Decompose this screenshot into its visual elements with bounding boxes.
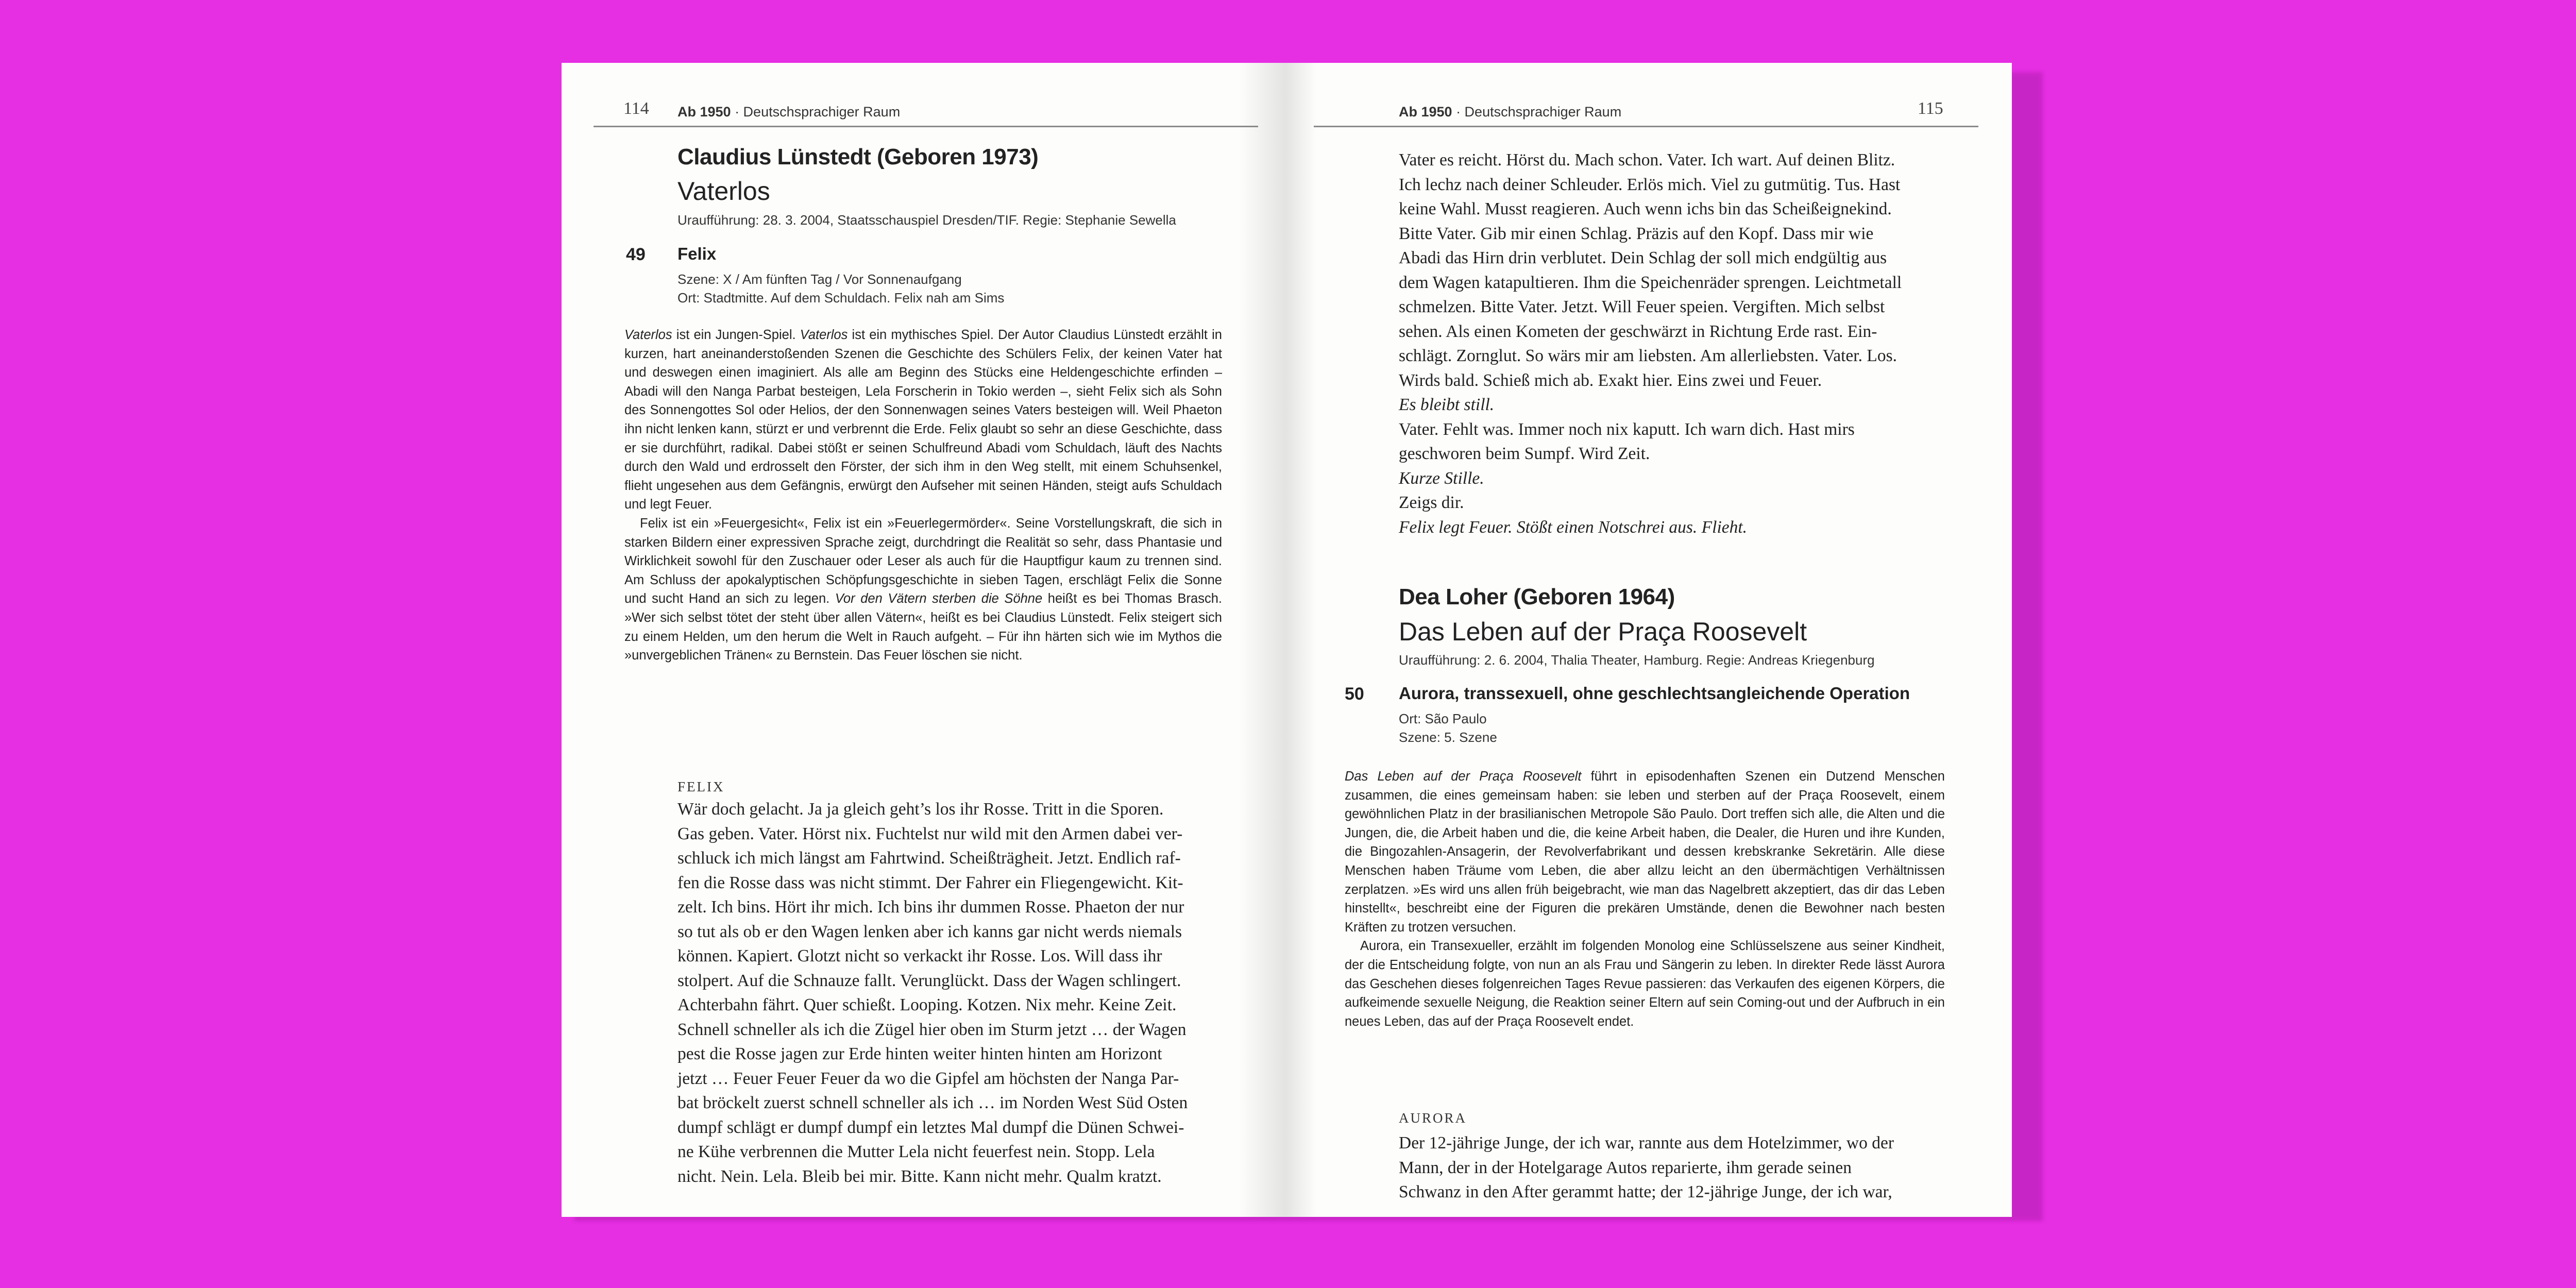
verse-line: Ich lechz nach deiner Schleuder. Erlös mich. Viel zu gutmütig. Tus. Hast [1399, 175, 1901, 194]
verse-line: jetzt … Feuer Feuer Feuer da wo die Gipfel am höchsten der Nanga Par- [677, 1069, 1179, 1088]
scene-meta-line: Ort: São Paulo [1399, 711, 1487, 726]
verse-line: keine Wahl. Musst reagieren. Auch wenn ichs bin das Scheißeignekind. [1399, 199, 1892, 218]
verse-line: ne Kühe verbrennen die Mutter Lela nicht feuerfest nein. Stopp. Lela [677, 1142, 1155, 1161]
premiere-info: Uraufführung: 2. 6. 2004, Thalia Theater, Hamburg. Regie: Andreas Kriegenburg [1399, 652, 1875, 668]
speaker-label: FELIX [677, 779, 725, 794]
verse-line: geschworen beim Sumpf. Wird Zeit. [1399, 444, 1650, 463]
verse-line: Vater es reicht. Hörst du. Mach schon. Vater. Ich wart. Auf deinen Blitz. [1399, 150, 1895, 170]
verse-line: Bitte Vater. Gib mir einen Schlag. Präzis auf den Kopf. Dass mir wie [1399, 224, 1874, 243]
author-heading: Dea Loher (Geboren 1964) [1399, 584, 1675, 609]
verse-line: schmelzen. Bitte Vater. Jetzt. Will Feuer speien. Vergiften. Mich selbst [1399, 297, 1885, 316]
running-head: Ab 1950 · Deutschsprachiger Raum [677, 104, 901, 120]
verse-line: dumpf schlägt er dumpf dumpf ein letztes Mal dumpf die Dünen Schwei- [677, 1117, 1184, 1137]
intro-text [1345, 767, 1945, 1031]
intro-paragraph: Das Leben auf der Praça Roosevelt führt in episodenhaften Szenen ein Dutzend Menschen zusammen, die eines gemeinsam haben: sie leben und sterben auf der Praça Roosevelt, einem gewöhnlichen Platz in der brasilianischen Metropole São Paulo. Dort treffen sich alle, die Alten und die Jungen, die, die Arbeit haben und die, die keine Arbeit haben, die Dealer, die Huren und ihre Kunden, die Bingozahlen-Ansagerin, der Revolverfabrikant und dessen krebskranke Sekretärin. Alle diese Menschen haben Träume vom Leben, die aber allzu leicht an den übermächtigen Verhältnissen zerplatzen. »Es wird uns allen früh beigebracht, wie man das Nagelbrett akzeptiert, das dir das Leben hinstellt«, beschreibt eine der Figuren die prekären Umstände, denen die Bewohner nach besten Kräften zu trotzen versuchen. [1345, 769, 1945, 935]
scene-title: Felix [677, 244, 717, 263]
running-head: Ab 1950 · Deutschsprachiger Raum [1399, 104, 1622, 120]
verse-line: stolpert. Auf die Schnauze fallt. Verunglückt. Dass der Wagen schlingert. [677, 971, 1181, 990]
verse-line: bat bröckelt zuerst schnell schneller als ich … im Norden West Süd Osten [677, 1093, 1188, 1112]
stage-direction: Es bleibt still. [1399, 395, 1495, 414]
verse-line: Zeigs dir. [1399, 493, 1464, 512]
verse-line: Schnell schneller als ich die Zügel hier oben im Sturm jetzt … der Wagen [677, 1020, 1187, 1039]
header-rule [594, 126, 1258, 127]
gutter-shadow [1239, 63, 1285, 1217]
verse-line: Abadi das Hirn drin verblutet. Dein Schlag der soll mich endgültig aus [1399, 248, 1887, 267]
verse-line: zelt. Ich bins. Hört ihr mich. Ich bins ihr dummen Rosse. Phaeton der nur [677, 897, 1184, 917]
speaker-label: AURORA [1399, 1110, 1467, 1126]
verse-line: nicht. Nein. Lela. Bleib bei mir. Bitte. Kann nicht mehr. Qualm kratzt. [677, 1166, 1162, 1186]
right-page [1285, 63, 2012, 1217]
verse-line: schluck ich mich längst am Fahrtwind. Scheißträgheit. Jetzt. Endlich raf- [677, 849, 1181, 868]
verse-line: so tut als ob er den Wagen lenken aber ich kanns gar nicht werds niemals [677, 922, 1182, 941]
monologue [1399, 1131, 1945, 1205]
verse-line: Gas geben. Vater. Hörst nix. Fuchtelst nur wild mit den Armen dabei ver- [677, 824, 1183, 843]
scene-meta-line: Szene: 5. Szene [1399, 730, 1497, 745]
scene-number: 50 [1345, 684, 1364, 704]
intro-text [624, 326, 1222, 665]
scene-meta-line: Ort: Stadtmitte. Auf dem Schuldach. Felix nah am Sims [677, 290, 1005, 306]
page-number: 114 [623, 99, 649, 118]
verse-line: schlägt. Zornglut. So wärs mir am liebsten. Am allerliebsten. Vater. Los. [1399, 346, 1897, 365]
verse-line: sehen. Als einen Kometen der geschwärzt in Richtung Erde rast. Ein- [1399, 321, 1877, 341]
scene-meta [1399, 709, 1497, 747]
stage-direction: Felix legt Feuer. Stößt einen Notschrei aus. Flieht. [1399, 517, 1748, 537]
author-heading: Claudius Lünstedt (Geboren 1973) [677, 144, 1039, 170]
verse-line: Schwanz in den After gerammt hatte; der 12-jährige Junge, der ich war, [1399, 1182, 1892, 1201]
intro-paragraph: Felix ist ein »Feuergesicht«, Felix ist ein »Feuerlegermörder«. Seine Vorstellungskraft, die sich in starken Bildern einer expressiven Sprache zeigt, durchdringt die Realität so sehr, dass Phantasie und Wirklichkeit sowohl für den Zuschauer oder Leser als auch für die Hauptfigur kaum zu trennen sind. Am Schluss der apokalyptischen Schöpfungsgeschichte in sieben Tagen, erschlägt Felix die Sonne und sucht Hand an sich zu legen. Vor den Vätern sterben die Söhne heißt es bei Thomas Brasch. »Wer sich selbst tötet der steht über allen Vätern«, heißt es bei Claudius Lünstedt. Felix steigert sich zu einem Helden, um den herum die Welt in Rauch aufgeht. – Für ihn härten sich wie im Mythos die »unvergeblichen Tränen« zu Bernstein. Das Feuer löschen sie nicht. [624, 516, 1222, 663]
stage-direction: Kurze Stille. [1399, 468, 1484, 488]
monologue [677, 797, 1222, 1189]
premiere-info: Uraufführung: 28. 3. 2004, Staatsschauspiel Dresden/TIF. Regie: Stephanie Sewella [677, 212, 1176, 228]
verse-line: Wirds bald. Schieß mich ab. Exakt hier. Eins zwei und Feuer. [1399, 370, 1822, 390]
play-title: Vaterlos [677, 177, 770, 206]
scene-meta-line: Szene: X / Am fünften Tag / Vor Sonnenaufgang [677, 272, 962, 287]
monologue-continued [1399, 148, 1945, 539]
header-rule [1314, 126, 1978, 127]
scene-number: 49 [626, 245, 646, 264]
verse-line: dem Wagen katapultieren. Ihm die Speichenräder sprengen. Leichtmetall [1399, 273, 1902, 292]
verse-line: pest die Rosse jagen zur Erde hinten weiter hinten hinten am Horizont [677, 1044, 1162, 1063]
verse-line: Vater. Fehlt was. Immer noch nix kaputt. Ich warn dich. Hast mirs [1399, 419, 1855, 439]
verse-line: Wär doch gelacht. Ja ja gleich geht’s los ihr Rosse. Tritt in die Sporen. [677, 800, 1164, 819]
verse-line: können. Kapiert. Glotzt nicht so verkackt ihr Rosse. Los. Will dass ihr [677, 946, 1162, 965]
left-page [562, 63, 1285, 1217]
play-title: Das Leben auf der Praça Roosevelt [1399, 617, 1807, 646]
verse-line: Mann, der in der Hotelgarage Autos reparierte, ihm gerade seinen [1399, 1158, 1852, 1177]
gutter-shadow [1285, 63, 1316, 1217]
verse-line: Der 12-jährige Junge, der ich war, rannte aus dem Hotelzimmer, wo der [1399, 1133, 1894, 1153]
intro-paragraph: Vaterlos ist ein Jungen-Spiel. Vaterlos ist ein mythisches Spiel. Der Autor Claudius Lünstedt erzählt in kurzen, hart aneinanderstoßenden Szenen die Geschichte des Schülers Felix, der keinen Vater hat und deswegen einen imaginiert. Als alle am Beginn des Stücks eine Heldengeschichte erfinden – Abadi will den Nanga Parbat besteigen, Lela Forscherin in Tokio werden –, sieht Felix sich als Sohn des Sonnengottes Sol oder Helios, der den Sonnenwagen seines Vaters besteigen will. Weil Phaeton ihn nicht lenken kann, stürzt er und verbrennt die Erde. Felix glaubt so sehr an diese Geschichte, dass er sie durchführt, radikal. Dabei stößt er seinen Schulfreund Abadi vom Schuldach, läuft des Nachts durch den Wald und erdrosselt den Förster, der sich ihm in den Weg stellt, mit einem Schuhsenkel, flieht ungesehen aus dem Gefängnis, erwürgt den Aufseher mit seinen Händen, steigt aufs Schuldach und legt Feuer. [624, 328, 1222, 512]
intro-paragraph: Aurora, ein Transexueller, erzählt im folgenden Monolog eine Schlüsselszene aus seiner Kindheit, der die Entscheidung folgte, von nun an als Frau und Sängerin zu leben. In direkter Rede lässt Aurora das Geschehen dieses folgenreichen Tages Revue passieren: das Verkaufen des eigenen Körpers, die aufkeimende sexuelle Neigung, die Reaktion seiner Eltern auf sein Coming-out und der Aufbruch in ein neues Leben, das auf der Praça Roosevelt endet. [1345, 939, 1945, 1029]
scene-meta [677, 270, 1004, 307]
page-number: 115 [1918, 99, 1943, 118]
verse-line: Achterbahn fährt. Quer schießt. Looping. Kotzen. Nix mehr. Keine Zeit. [677, 995, 1177, 1014]
scene-title: Aurora, transsexuell, ohne geschlechtsangleichende Operation [1399, 684, 1910, 703]
verse-line: fen die Rosse dass was nicht stimmt. Der Fahrer ein Fliegengewicht. Kit- [677, 873, 1183, 892]
